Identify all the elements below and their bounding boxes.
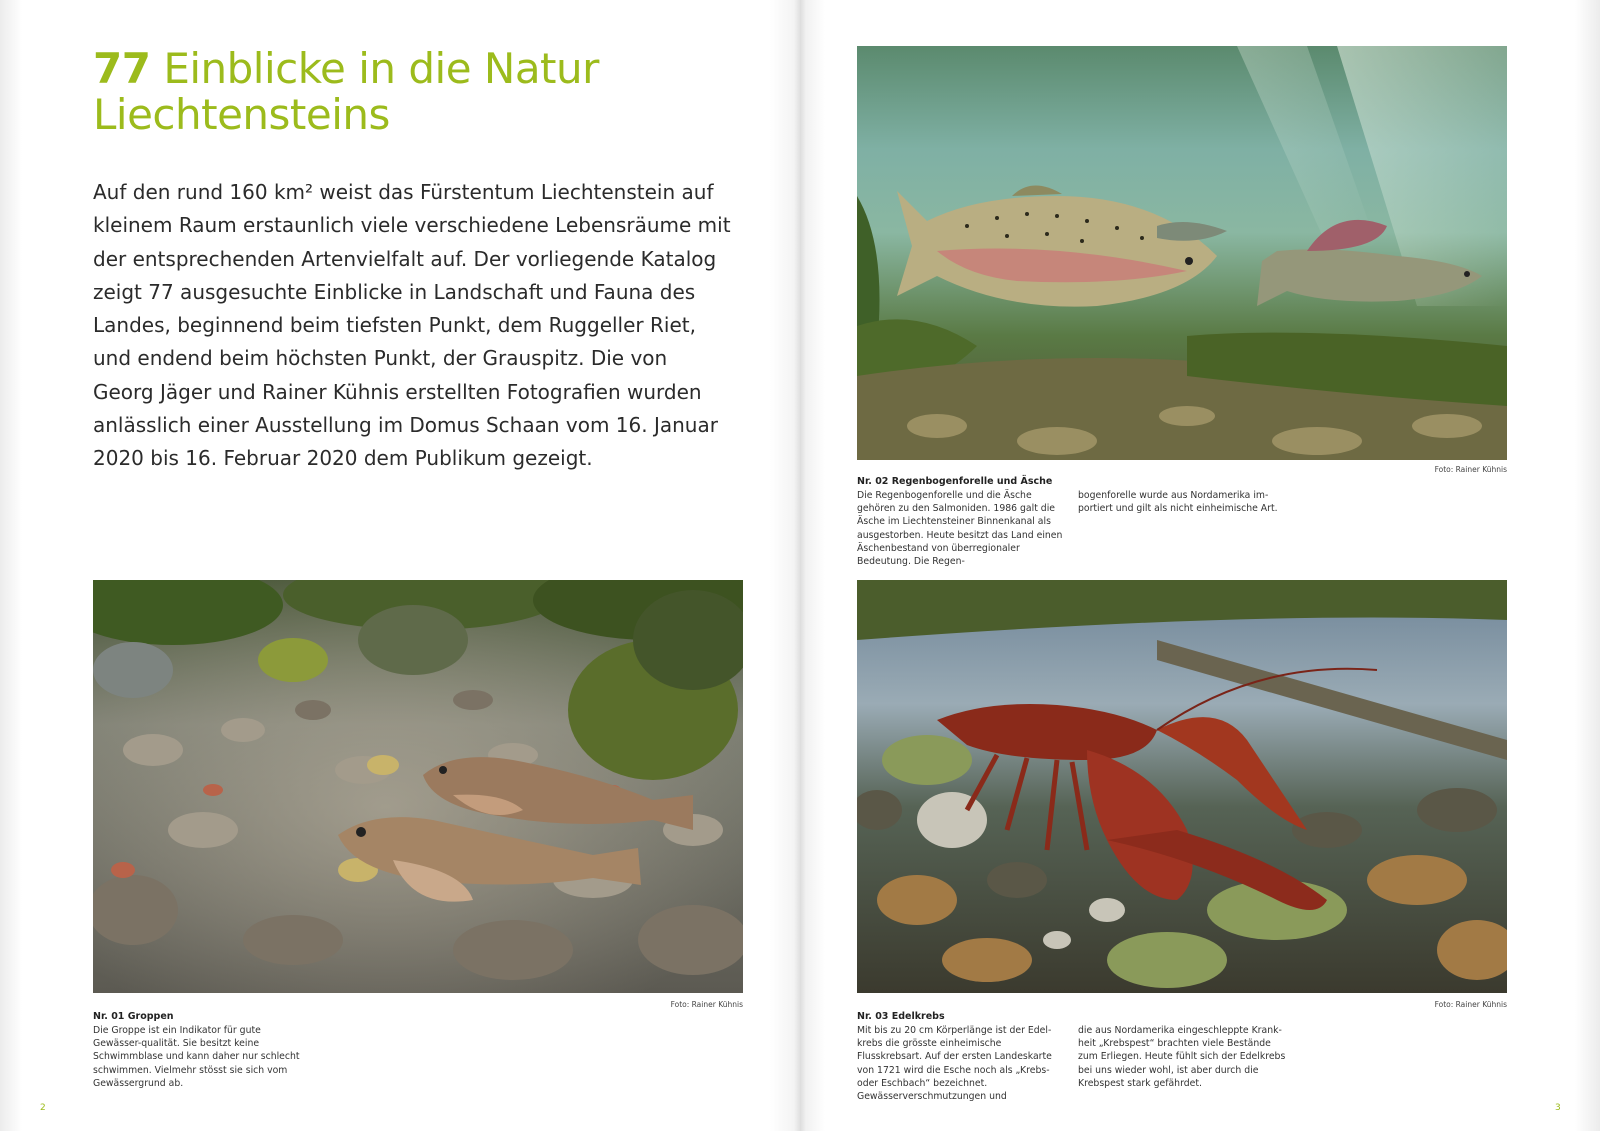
caption-text-col2: bogenforelle wurde aus Nordamerika im-portiert und gilt als nicht einheimische Art. <box>1078 490 1278 515</box>
page-number-right: 3 <box>1555 1103 1561 1113</box>
title-number: 77 <box>93 44 151 93</box>
intro-paragraph: Auf den rund 160 km² weist das Fürstentum Liechtenstein auf kleinem Raum erstaunlich viele verschiedene Lebensräume mit der entsprechenden Artenvielfalt auf. Der vorliegende Katalog zeigt 77 ausgesuchte Einblicke in Landschaft und Fauna des Landes, beginnend beim tiefsten Punkt, dem Ruggeller Riet, und endend beim höchsten Punkt, der Grauspitz. Die von Georg Jäger und Rainer Kühnis erstellten Fotografien wurden anlässlich einer Ausstellung im Domus Schaan vom 16. Januar 2020 bis 16. Februar 2020 dem Publikum gezeigt. <box>93 180 731 471</box>
photo-forelle-image <box>857 46 1507 460</box>
title-text: Einblicke in die Natur Liechtensteins <box>93 44 599 139</box>
caption-text-col1: Mit bis zu 20 cm Körperlänge ist der Edel-krebs die grösste einheimische Flusskrebsart. Auf der ersten Landeskarte von 1721 wird die Esche noch als „Krebs- oder Eschbach“ bezeichnet. Gewässerverschmutzungen und <box>857 1025 1052 1103</box>
photo-credit: Foto: Rainer Kühnis <box>1434 465 1507 474</box>
caption-title: Nr. 01 Groppen <box>93 1011 174 1022</box>
caption-title: Nr. 02 Regenbogenforelle und Äsche <box>857 476 1053 487</box>
caption-title: Nr. 03 Edelkrebs <box>857 1011 945 1022</box>
photo-groppen <box>93 580 743 993</box>
caption-text-col2: die aus Nordamerika eingeschleppte Krank-heit „Krebspest“ brachten viele Bestände zum Erliegen. Heute fühlt sich der Edelkrebs bei uns wieder wohl, ist aber durch die Krebspest stark gefährdet. <box>1078 1025 1286 1089</box>
photo-edelkrebs <box>857 580 1507 993</box>
photo-forelle <box>857 46 1507 460</box>
caption-text-col1: Die Regenbogenforelle und die Äsche gehören zu den Salmoniden. 1986 galt die Äsche im Liechtensteiner Binnenkanal als ausgestorben. Heute besitzt das Land einen Äschenbestand von überregionaler Bedeutung. Die Regen- <box>857 490 1063 568</box>
photo-credit: Foto: Rainer Kühnis <box>1434 1000 1507 1009</box>
spine-gutter <box>794 0 806 1131</box>
photo-groppen-image <box>93 580 743 993</box>
photo-credit: Foto: Rainer Kühnis <box>670 1000 743 1009</box>
caption-text: Die Groppe ist ein Indikator für gute Gewässer-qualität. Sie besitzt keine Schwimmblase und kann daher nur schlecht schwimmen. Vielmehr stösst sie sich vom Gewässergrund ab. <box>93 1025 300 1089</box>
page-title <box>93 46 713 138</box>
right-page <box>800 0 1600 1131</box>
photo-edelkrebs-image <box>857 580 1507 993</box>
page-number-left: 2 <box>40 1103 46 1113</box>
